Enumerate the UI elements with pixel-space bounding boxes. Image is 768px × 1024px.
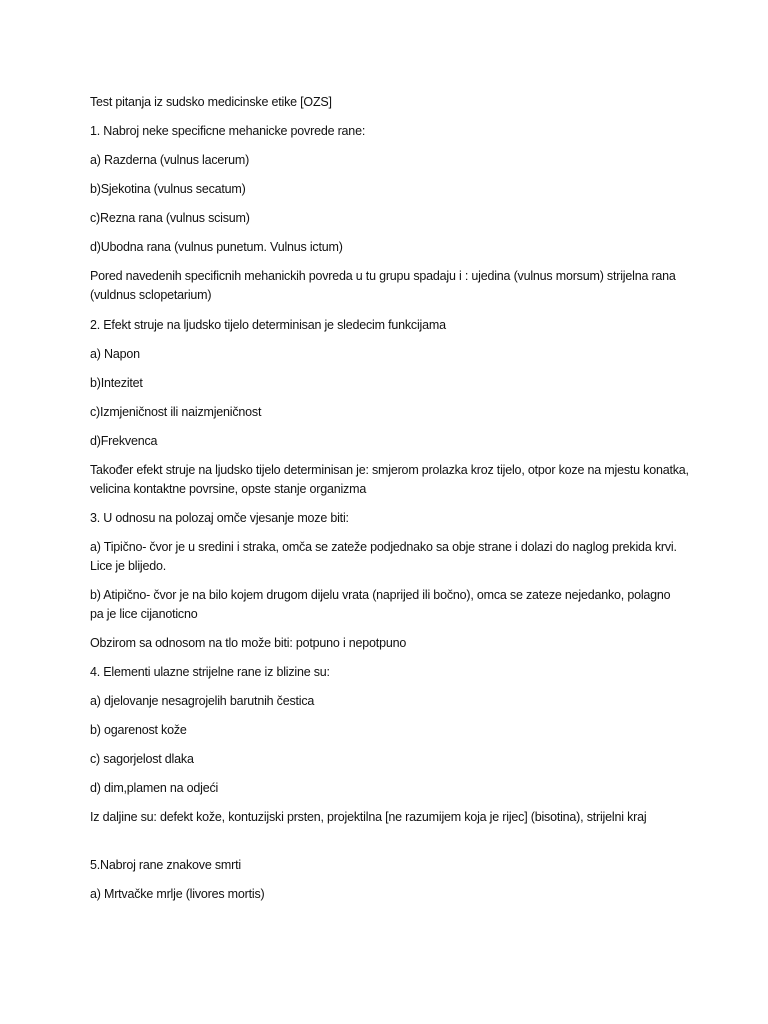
question-4: 4. Elementi ulazne strijelne rane iz blizine su: <box>90 665 330 679</box>
answer-5a: a) Mrtvačke mrlje (livores mortis) <box>90 887 265 901</box>
document-title: Test pitanja iz sudsko medicinske etike [OZS] <box>90 95 332 109</box>
question-1: 1. Nabroj neke specificne mehanicke povrede rane: <box>90 124 366 138</box>
answer-2a: a) Napon <box>90 347 140 361</box>
answer-2b: b)Intezitet <box>90 376 143 390</box>
answer-1b: b)Sjekotina (vulnus secatum) <box>90 182 246 196</box>
question-2: 2. Efekt struje na ljudsko tijelo determinisan je sledecim funkcijama <box>90 318 446 332</box>
answer-4c: c) sagorjelost dlaka <box>90 752 194 766</box>
answer-2d: d)Frekvenca <box>90 434 158 448</box>
answer-4b: b) ogarenost kože <box>90 723 187 737</box>
answer-2c: c)Izmjeničnost ili naizmjeničnost <box>90 405 262 419</box>
note-4: Iz daljine su: defekt kože, kontuzijski prsten, projektilna [ne razumijem koja je rijec] (bisotina), strijelni kraj <box>90 810 647 824</box>
answer-3b: b) Atipično- čvor je na bilo kojem drugom dijelu vrata (naprijed ili bočno), omca se zateze nejedanko, polagno pa je lice cijanoticno <box>90 588 671 621</box>
note-3: Obzirom sa odnosom na tlo može biti: potpuno i nepotpuno <box>90 636 407 650</box>
answer-1a: a) Razderna (vulnus lacerum) <box>90 153 250 167</box>
answer-1c: c)Rezna rana (vulnus scisum) <box>90 211 250 225</box>
note-1: Pored navedenih specificnih mehanickih povreda u tu grupu spadaju i : ujedina (vulnus morsum) strijelna rana (vuldnus sclopetarium) <box>90 269 676 302</box>
answer-4a: a) djelovanje nesagrojelih barutnih čestica <box>90 694 315 708</box>
question-5: 5.Nabroj rane znakove smrti <box>90 858 241 872</box>
answer-1d: d)Ubodna rana (vulnus punetum. Vulnus ictum) <box>90 240 343 254</box>
note-2: Također efekt struje na ljudsko tijelo determinisan je: smjerom prolazka kroz tijelo, otpor koze na mjestu konatka, velicina kontaktne povrsine, opste stanje organizma <box>90 463 689 496</box>
answer-3a: a) Tipično- čvor je u sredini i straka, omča se zateže podjednako sa obje strane i dolazi do naglog prekida krvi. Lice je blijedo. <box>90 540 677 573</box>
question-3: 3. U odnosu na polozaj omče vjesanje moze biti: <box>90 511 349 525</box>
answer-4d: d) dim,plamen na odjeći <box>90 781 219 795</box>
